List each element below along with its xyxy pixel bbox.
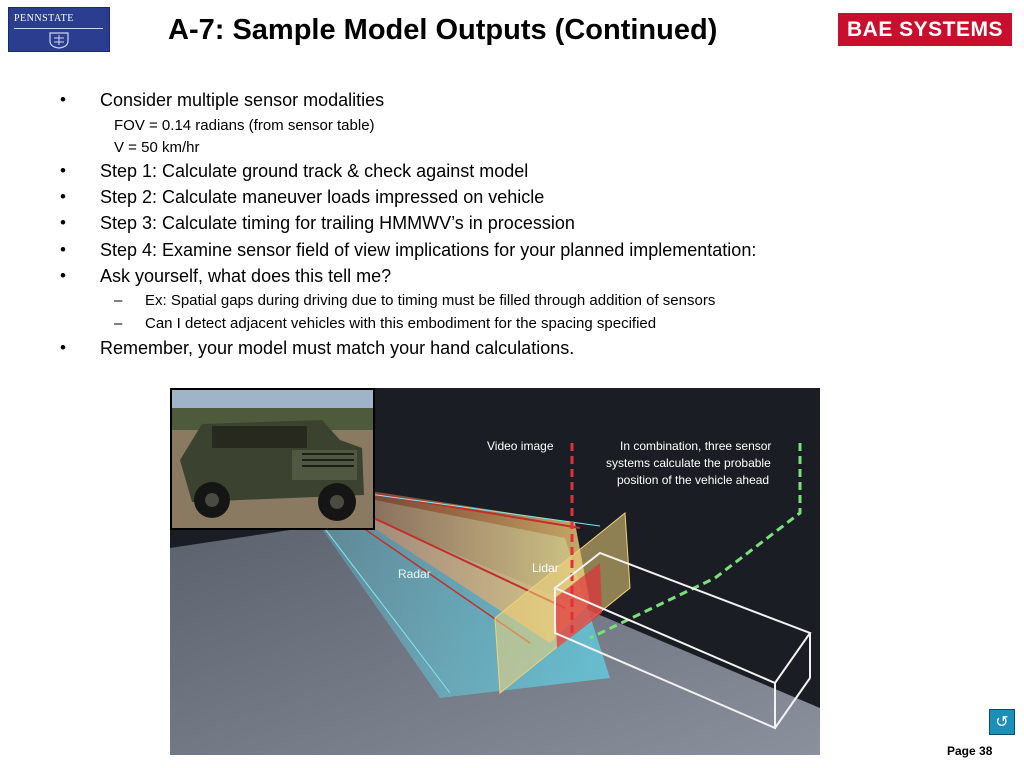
dash-mark: – [114, 315, 123, 332]
pennstate-logo-rule [14, 28, 103, 29]
lidar-label: Lidar [532, 561, 559, 575]
page-title: A-7: Sample Model Outputs (Continued) [168, 14, 718, 46]
bullet-mark: • [60, 338, 66, 357]
bae-systems-logo: BAE SYSTEMS [838, 13, 1012, 46]
combo-label-2: systems calculate the probable [606, 456, 771, 470]
bullet-mark: • [60, 213, 66, 232]
return-arrow-icon[interactable]: ↺ [989, 709, 1015, 735]
bullet-mark: • [60, 266, 66, 285]
bullet-text: Step 4: Examine sensor field of view implications for your planned implementation: [100, 240, 757, 260]
hmmwv-image [172, 390, 373, 528]
bullet-mark: • [60, 187, 66, 206]
pennstate-logo [8, 7, 110, 52]
bullet-mark: • [60, 90, 66, 109]
video-label: Video image [487, 439, 554, 453]
hmmwv-photo [170, 388, 375, 530]
bullet-text: Step 2: Calculate maneuver loads impressed on vehicle [100, 187, 545, 207]
bullet-text: Ask yourself, what does this tell me? [100, 266, 392, 286]
radar-label: Radar [398, 567, 431, 581]
dash-text: Can I detect adjacent vehicles with this embodiment for the spacing specified [145, 315, 657, 332]
page-number: Page 38 [947, 744, 993, 758]
shield-icon [48, 31, 70, 49]
bullet-text: Step 3: Calculate timing for trailing HMMWV’s in procession [100, 213, 575, 233]
bullet-mark: • [60, 240, 66, 259]
bullet-text: Consider multiple sensor modalities [100, 90, 385, 110]
dash-mark: – [114, 292, 123, 309]
bullet-mark: • [60, 161, 66, 180]
dash-text: Ex: Spatial gaps during driving due to timing must be filled through addition of sensors [145, 292, 716, 309]
bullet-text: Step 1: Calculate ground track & check against model [100, 161, 529, 181]
combo-label-1: In combination, three sensor [620, 439, 772, 453]
bullet-text: Remember, your model must match your hand calculations. [100, 338, 575, 358]
pennstate-logo-text: PENNSTATE [14, 13, 74, 24]
sub-text: V = 50 km/hr [114, 139, 200, 156]
sub-text: FOV = 0.14 radians (from sensor table) [114, 117, 375, 134]
combo-label-3: position of the vehicle ahead [617, 473, 770, 487]
